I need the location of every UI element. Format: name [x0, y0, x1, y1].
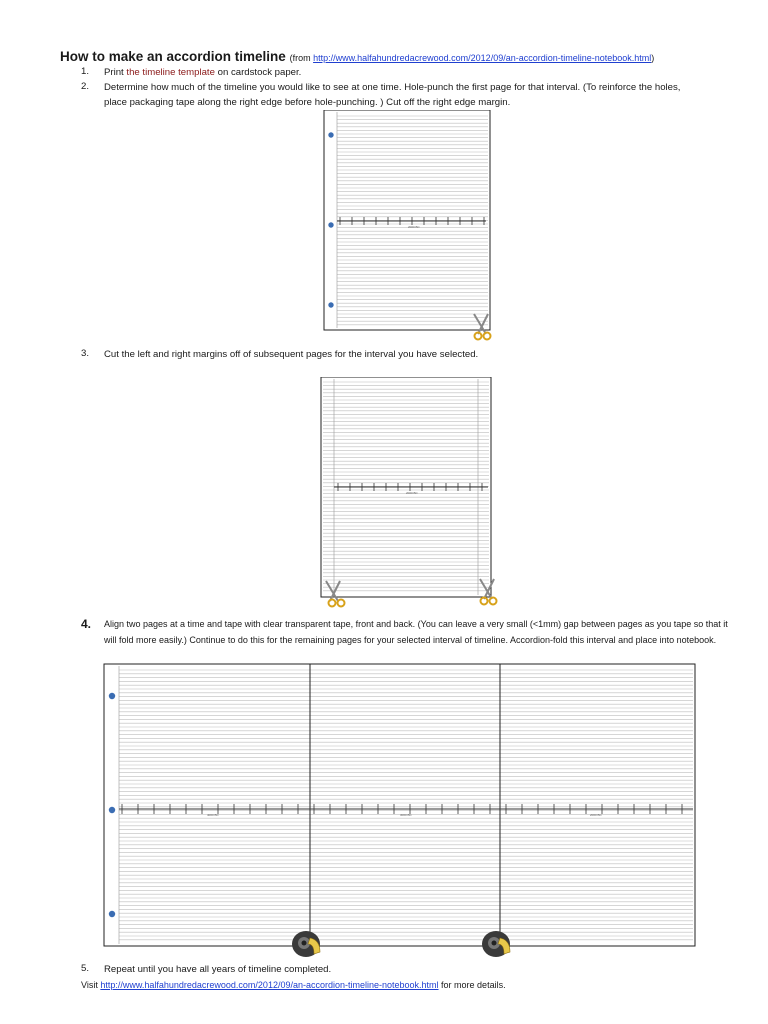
footer-post: for more details.	[438, 980, 506, 990]
page-label: 2000 BC	[406, 491, 418, 495]
tape-dispenser-icon	[482, 931, 510, 957]
step-1-pre: Print	[104, 67, 127, 78]
punch-hole	[109, 693, 115, 699]
page-label: 2000 BC	[408, 225, 420, 229]
timeline-template-link[interactable]: the timeline template	[126, 67, 215, 78]
step-1-number: 1.	[81, 66, 90, 77]
title-source	[290, 53, 655, 63]
step-1-post: on cardstock paper.	[214, 67, 302, 78]
figure-trimmed-page	[318, 377, 504, 611]
title-from-open: (from	[289, 53, 314, 63]
step-4: Align two pages at a time and tape with clear transparent tape, front and back. (You can leave a very small (<1mm) gap between pages as you tape so that it will fold more easily.) Continue to do this for the remaining pages for your selected interval of timeline. Accordion-fold this interval and place into notebook.	[104, 619, 728, 645]
figure-accordion-strip	[100, 660, 700, 968]
step-5-number: 5.	[81, 963, 90, 974]
footer-note	[81, 978, 741, 993]
panel-label: 4000 BC	[207, 813, 219, 817]
panel-label: 2000 BC	[590, 813, 602, 817]
title-from-close: )	[651, 53, 655, 63]
punch-hole	[328, 132, 333, 137]
step-3-number: 3.	[81, 348, 90, 359]
title-text: How to make an accordion timeline	[60, 49, 286, 64]
punch-hole	[109, 911, 115, 917]
step-3: Cut the left and right margins off of subsequent pages for the interval you have selected.	[104, 349, 479, 360]
title-source-link[interactable]: http://www.halfahundredacrewood.com/2012/09/an-accordion-timeline-notebook.html	[313, 53, 652, 63]
punch-hole	[328, 302, 333, 307]
punch-hole	[109, 807, 115, 813]
step-2: Determine how much of the timeline you would like to see at one time. Hole-punch the first page for that interval. (To reinforce the holes, place packaging tape along the right edge before hole-punching. ) Cut off the right edge margin.	[104, 82, 681, 108]
step-1	[104, 66, 724, 81]
figure-first-page	[322, 110, 502, 342]
footer-pre: Visit	[81, 980, 101, 990]
step-5: Repeat until you have all years of timeline completed.	[104, 964, 332, 975]
step-4-number: 4.	[81, 617, 92, 631]
step-2-number: 2.	[81, 81, 90, 92]
tape-dispenser-icon	[292, 931, 320, 957]
punch-hole	[328, 222, 333, 227]
footer-link[interactable]: http://www.halfahundredacrewood.com/2012/09/an-accordion-timeline-notebook.html	[100, 980, 439, 990]
panel-label: 3000 BC	[400, 813, 412, 817]
document-title	[60, 49, 654, 64]
